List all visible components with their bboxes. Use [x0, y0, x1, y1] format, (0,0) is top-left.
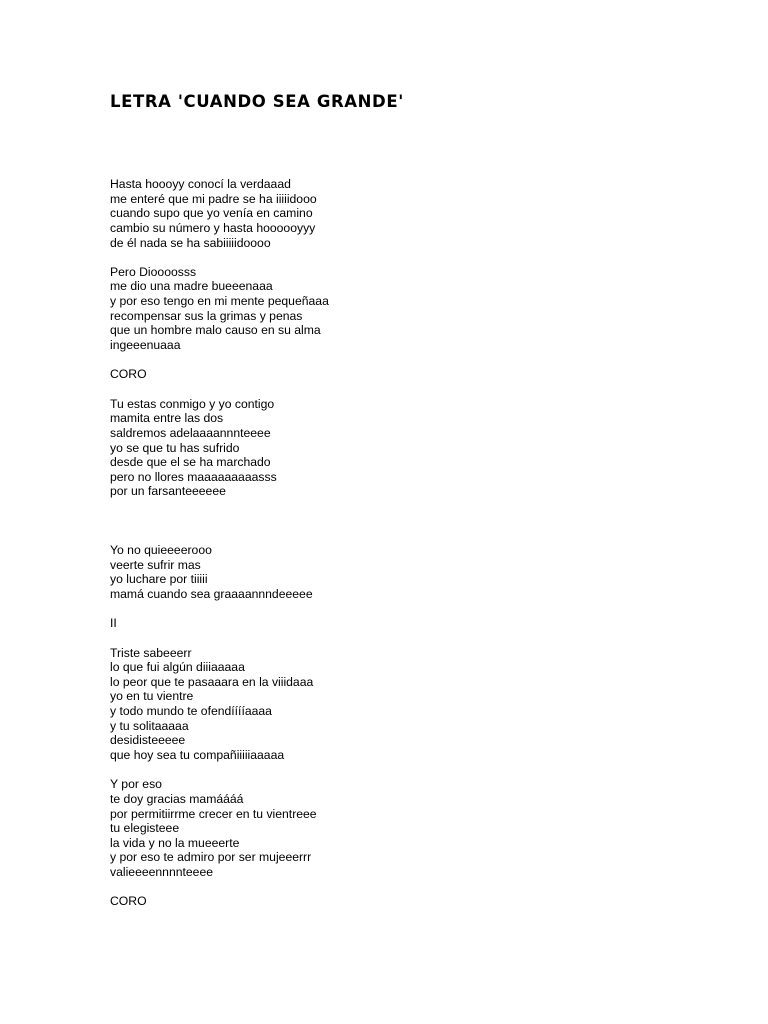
lyric-line: cambio su número y hasta hoooooyyy: [110, 220, 316, 235]
stanza-spacer: [110, 382, 329, 397]
page-title: LETRA 'CUANDO SEA GRANDE': [110, 92, 404, 111]
stanza-verse-3: [110, 646, 329, 763]
lyric-line: tu elegisteee: [110, 821, 180, 836]
stanza-verse-1: [110, 177, 329, 250]
lyric-line: que hoy sea tu compañiiiiiaaaaa: [110, 748, 285, 762]
lyric-line: la vida y no la mueeerte: [110, 835, 240, 850]
lyric-line: Yo no quieeeerooo: [110, 543, 212, 558]
lyric-line: yo luchare por tiiiii: [110, 572, 208, 587]
lyric-line: y todo mundo te ofendííííaaaa: [110, 704, 272, 719]
lyric-line: Triste sabeeerr: [110, 645, 192, 660]
lyric-line: Y por eso: [110, 777, 162, 792]
lyric-line: desidisteeeee: [110, 733, 186, 748]
lyric-line: lo peor que te pasaaara en la viiidaaa: [110, 674, 314, 689]
stanza-coro-label-1: [110, 367, 329, 382]
lyric-line: Pero Dioooosss: [110, 264, 197, 279]
section-label: II: [110, 616, 117, 631]
lyric-line: cuando supo que yo venía en camino: [110, 206, 313, 221]
lyric-line: de él nada se ha sabiiiiidoooo: [110, 235, 271, 250]
lyric-line: te doy gracias mamáááá: [110, 791, 244, 806]
lyric-line: recompensar sus la grimas y penas: [110, 308, 303, 323]
lyric-line: pero no llores maaaaaaaaasss: [110, 469, 277, 484]
lyric-line: yo en tu vientre: [110, 689, 194, 704]
lyric-line: veerte sufrir mas: [110, 557, 201, 572]
stanza-verse-4: [110, 777, 329, 879]
stanza-chorus: [110, 397, 329, 499]
lyric-line: que un hombre malo causo en su alma: [110, 323, 321, 338]
lyric-line: y por eso tengo en mi mente pequeñaaa: [110, 294, 329, 309]
lyric-line: por un farsanteeeeee: [110, 484, 226, 499]
lyric-line: lo que fui algún diiiaaaaa: [110, 660, 245, 675]
lyric-line: y por eso te admiro por ser mujeeerrr: [110, 850, 312, 865]
stanza-spacer: [110, 602, 329, 617]
lyric-line: me enteré que mi padre se ha iiiiidooo: [110, 191, 317, 206]
lyric-line: me dio una madre bueeenaaa: [110, 279, 273, 294]
lyric-line: Hasta hoooyy conocí la verdaaad: [110, 177, 291, 191]
lyric-line: mamita entre las dos: [110, 411, 224, 426]
stanza-spacer: [110, 631, 329, 646]
lyric-line: saldremos adelaaaannnteeee: [110, 425, 271, 440]
lyric-line: valieeeennnnteeee: [110, 865, 214, 880]
stanza-spacer-large: [110, 499, 329, 543]
lyric-line: ingeeenuaaa: [110, 338, 181, 353]
section-label: CORO: [110, 894, 147, 909]
stanza-spacer: [110, 763, 329, 778]
stanza-chorus-end: [110, 543, 329, 602]
lyric-line: y tu solitaaaaa: [110, 718, 189, 733]
lyrics-body: [110, 177, 329, 909]
stanza-spacer: [110, 250, 329, 265]
stanza-coro-label-2: [110, 894, 329, 909]
lyric-line: yo se que tu has sufrido: [110, 440, 240, 455]
lyric-line: desde que el se ha marchado: [110, 455, 271, 470]
section-label: CORO: [110, 367, 147, 382]
stanza-verse-2: [110, 265, 329, 353]
lyric-line: mamá cuando sea graaaannndeeeee: [110, 586, 313, 601]
lyric-line: por permitiirrme crecer en tu vientreee: [110, 806, 317, 821]
stanza-section-ii: [110, 616, 329, 631]
lyric-line: Tu estas conmigo y yo contigo: [110, 396, 275, 411]
stanza-spacer: [110, 353, 329, 368]
stanza-spacer: [110, 880, 329, 895]
